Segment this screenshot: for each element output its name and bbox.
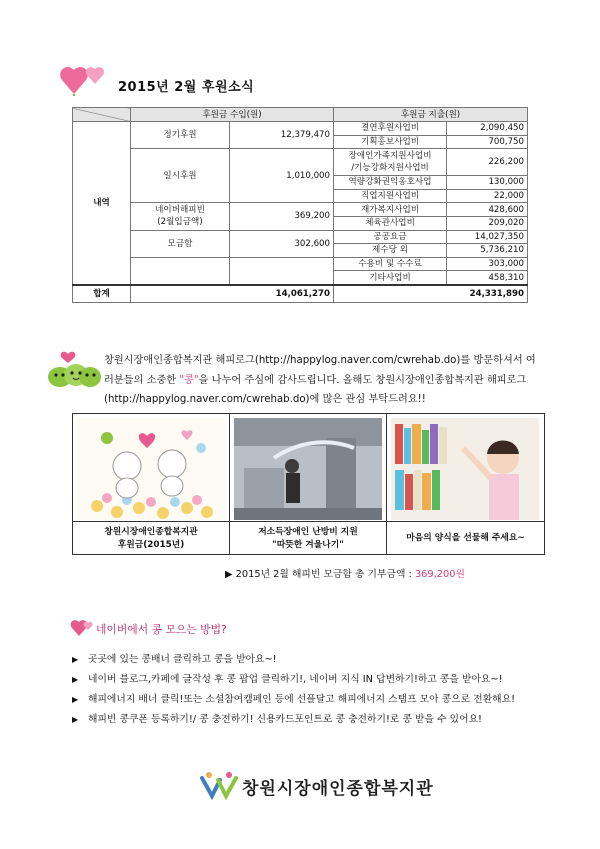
howto-title: 네이버에서 콩 모으는 방법? (96, 623, 227, 636)
intro-paragraph (104, 351, 544, 410)
income-label (131, 203, 230, 230)
intro-quote: "콩" (179, 374, 199, 386)
photo-card (230, 414, 387, 554)
bookshelf-child-photo-icon (391, 418, 539, 520)
org-logo-icon (198, 770, 240, 800)
income-label: 일시후원 (131, 149, 230, 203)
list-item: ▶ 해피에너지 배너 클릭!또는 소셜참여캠페인 등에 선플달고 해피에너지 스탬프 모아 콩으로 전환해요! (72, 690, 550, 710)
expense-label-line1: 장애인가족지원사업비 (348, 151, 432, 162)
expense-amount: 226,200 (447, 149, 528, 176)
photo-gallery (72, 413, 545, 555)
expense-amount: 14,027,350 (447, 230, 528, 244)
expense-amount: 209,020 (447, 216, 528, 230)
expense-label: 직업지원사업비 (334, 189, 447, 203)
income-label: 정기후원 (131, 122, 230, 149)
empty-cell (131, 257, 230, 285)
expense-amount: 700,750 (447, 135, 528, 149)
expense-amount: 458,310 (447, 271, 528, 285)
heart-icon (70, 616, 94, 638)
caption-line1: 저소득장애인 난방비 지원 (258, 526, 358, 537)
total-expense: 24,331,890 (334, 285, 528, 303)
caption-line1: 마음의 양식을 선물해 주세요~ (406, 533, 525, 543)
income-label: 모금함 (131, 230, 230, 257)
list-item: ▶ 해피빈 콩쿠폰 등록하기!/ 콩 충전하기! 신용카드포인트로 콩 충전하기!로 콩 받을 수 있어요! (72, 710, 550, 730)
photo-caption (387, 521, 544, 555)
diagonal-header-cell (73, 108, 131, 122)
income-amount: 369,200 (230, 203, 334, 230)
expense-amount: 22,000 (447, 189, 528, 203)
expense-label: 체육관사업비 (334, 216, 447, 230)
donation-summary (225, 566, 465, 580)
income-label-line1: 네이버해피빈 (155, 205, 205, 216)
bean-mascot-icon (46, 350, 102, 392)
income-amount: 302,600 (230, 230, 334, 257)
expense-amount: 2,090,450 (447, 122, 528, 136)
income-label-line2: (2월입금액) (157, 217, 203, 228)
expense-label-line2: /기능강화지원사업비 (351, 163, 429, 174)
intro-text-1: 창원시장애인종합복지관 해피로그(http://happylog.naver.com/cwrehab.do)를 방문하셔서 여러분들의 소중한 (104, 355, 536, 386)
expense-label: 역량강화권익옹호사업 (334, 176, 447, 190)
summary-text: ▶ 2015년 2월 해피빈 모금함 총 기부금액 : (225, 569, 415, 580)
heating-support-photo-icon (234, 418, 382, 520)
org-name: 창원시장애인종합복지관 (242, 779, 434, 799)
caption-line2: 후원금(2015년) (117, 539, 185, 550)
photo-card (387, 414, 544, 554)
income-amount: 1,010,000 (230, 149, 334, 203)
total-income: 14,061,270 (131, 285, 334, 303)
caption-line2: "따뜻한 겨울나기" (272, 539, 344, 550)
expense-label: 결연후원사업비 (334, 122, 447, 136)
expense-label: 기획홍보사업비 (334, 135, 447, 149)
total-label: 합계 (73, 285, 131, 303)
expense-amount: 5,736,210 (447, 244, 528, 258)
list-item: ▶ 곳곳에 있는 콩배너 클릭하고 콩을 받아요~! (72, 650, 550, 670)
row-label: 내역 (73, 122, 131, 285)
hearts-icon (60, 58, 110, 96)
caption-line1: 창원시장애인종합복지관 (104, 526, 198, 537)
photo-caption (73, 521, 229, 555)
expense-label: 수용비 및 수수료 (334, 257, 447, 271)
summary-amount: 369,200원 (414, 569, 465, 580)
expense-amount: 303,000 (447, 257, 528, 271)
expense-label: 재가복지사업비 (334, 203, 447, 217)
page-title: 2015년 2월 후원소식 (118, 80, 255, 95)
expense-amount: 428,600 (447, 203, 528, 217)
expense-label: 공공요금 (334, 230, 447, 244)
expense-label: 기타사업비 (334, 271, 447, 285)
photo-caption (230, 521, 386, 555)
mascot-illustration-icon (77, 418, 225, 520)
photo-card (73, 414, 230, 554)
expense-label (334, 149, 447, 176)
income-amount: 12,379,470 (230, 122, 334, 149)
expense-amount: 130,000 (447, 176, 528, 190)
expense-label: 제수당 외 (334, 244, 447, 258)
empty-cell (230, 257, 334, 285)
income-header: 후원금 수입(원) (131, 108, 334, 122)
intro-text-2: 을 나누어 주심에 감사드립니다. 올해도 창원시장애인종합복지관 해피로그(http://happylog.naver.com/cwrehab.do)에 많은 관심 부탁드려요!! (104, 374, 527, 405)
expense-header: 후원금 지출(원) (334, 108, 528, 122)
howto-steps (72, 650, 550, 730)
list-item: ▶ 네이버 블로그,카페에 글작성 후 콩 팝업 클릭하기!, 네이버 지식 IN 답변하기!하고 콩을 받아요~! (72, 670, 550, 690)
donation-table (72, 107, 528, 303)
